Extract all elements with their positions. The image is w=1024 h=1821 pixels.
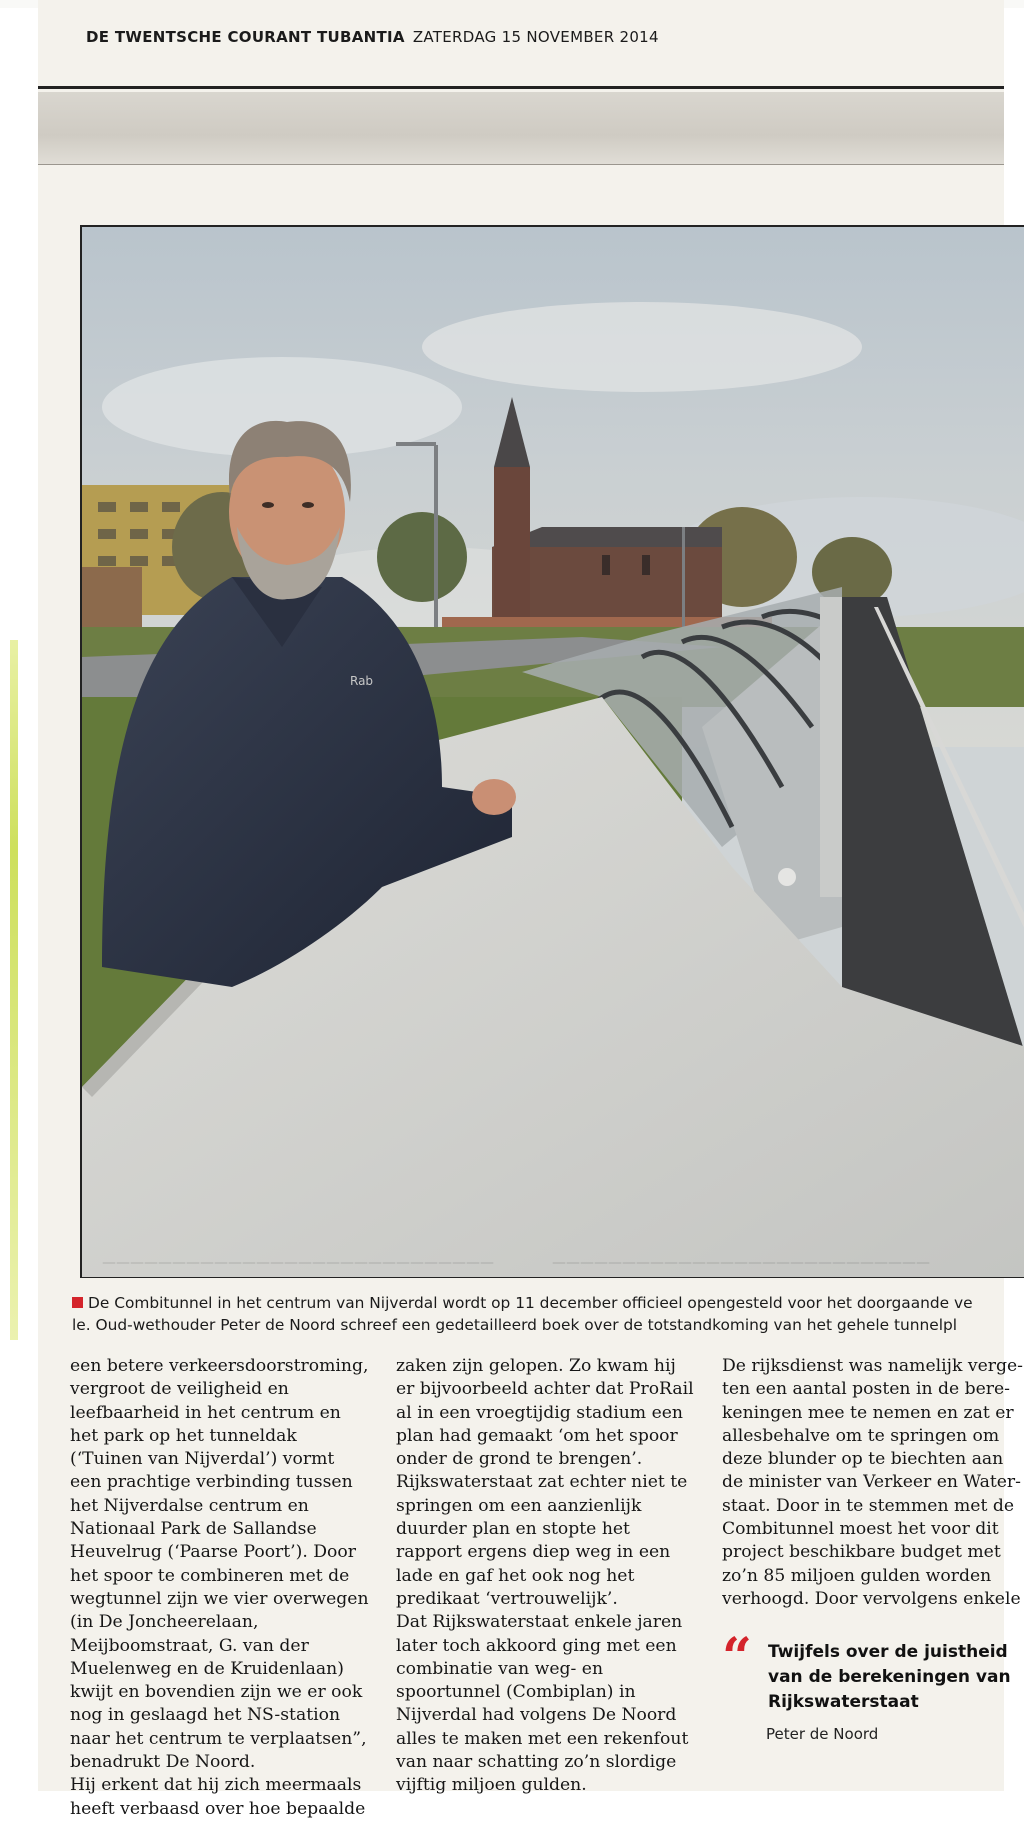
lamp-post <box>682 527 685 637</box>
caption-marker-square <box>72 1297 83 1308</box>
cloud <box>422 302 862 392</box>
lamp-post <box>434 445 438 645</box>
article-line: Combitunnel moest het voor dit <box>722 1519 999 1540</box>
article-line: allesbehalve om te springen om <box>722 1425 1000 1446</box>
article-line: project beschikbare budget met <box>722 1542 1001 1563</box>
pull-quote <box>722 1627 1024 1743</box>
pull-quote-author: Peter de Noord <box>766 1725 879 1743</box>
quote-mark-icon: “ <box>722 1627 752 1688</box>
photo-caption <box>72 1292 1024 1336</box>
section-rule <box>38 164 1004 165</box>
article-paragraph: zaken zijn gelopen. Zo kwam hij er bijvoorbeeld achter dat ProRail al in een vroegtijdig stadium een plan had gemaakt ‘om het spoor onder de grond te brengen’. Rijkswaterstaat zat echter niet te springen om een aanzienlijk duurder plan en stopte het rapport ergens diep weg in een lade en gaf het ook nog het predikaat ‘vertrouwelijk’. <box>396 1356 694 1609</box>
article-line: keningen mee te nemen en zat er <box>722 1402 1014 1423</box>
article-line: zo’n 85 miljoen gulden worden <box>722 1565 992 1586</box>
lamp-head <box>396 442 436 446</box>
article-photo <box>80 225 1024 1278</box>
low-building <box>82 567 142 627</box>
svg-text:———————————————————————————: ——————————————————————————— <box>552 1255 930 1271</box>
article-column-2 <box>396 1355 698 1798</box>
article-line: de minister van Verkeer en Water- <box>722 1472 1021 1493</box>
newspaper-name: DE TWENTSCHE COURANT TUBANTIA <box>86 28 405 46</box>
show-through-area <box>38 92 1004 164</box>
tree <box>377 512 467 602</box>
svg-text:————————————————————————————: ———————————————————————————— <box>102 1255 494 1271</box>
scan-margin-strip <box>10 640 18 1340</box>
article-line: ten een aantal posten in de bere- <box>722 1379 1010 1400</box>
article-line: staat. Door in te stemmen met de <box>722 1495 1014 1516</box>
issue-date: ZATERDAG 15 NOVEMBER 2014 <box>412 28 659 46</box>
photo-illustration <box>82 227 1024 1277</box>
article-paragraph: Dat Rijkswaterstaat enkele jaren later toch akkoord ging met een combinatie van weg- en spoortunnel (Combiplan) in Nijverdal had volgens De Noord alles te maken met een rekenfout van naar schatting zo’n slordige vijftig miljoen gulden. <box>396 1612 689 1796</box>
article-paragraph: een betere verkeersdoorstroming, vergroot de veiligheid en leefbaarheid in het centrum en het park op het tunneldak (‘Tuinen van Nijverdal’) vormt een prachtige verbinding tussen het Nijverdalse centrum en Nationaal Park de Sallandse Heuvelrug (‘Paarse Poort’). Door het spoor te combineren met de wegtunnel zijn we vier overwegen (in De Joncheerelaan, Meijboomstraat, G. van der Muelenweg en de Kruidenlaan) kwijt en bovendien zijn we er ook nog in geslaagd het NS-station naar het centrum te verplaatsen”, benadrukt De Noord. <box>70 1356 369 1773</box>
pull-quote-text: Twijfels over de juistheid van de berekeningen van Rijkswaterstaat <box>768 1642 1011 1712</box>
caption-line-2: le. Oud-wethouder Peter de Noord schreef een gedetailleerd boek over de totstandkoming van het gehele tunnelpl <box>72 1316 958 1334</box>
article-column-3 <box>722 1355 1024 1611</box>
caption-line-1: De Combitunnel in het centrum van Nijverdal wordt op 11 december officieel opengesteld voor het doorgaande ve <box>72 1292 1024 1314</box>
article-line: deze blunder op te biechten aan <box>722 1449 1004 1470</box>
article-line: De rijksdienst was namelijk verge- <box>722 1356 1023 1376</box>
jacket-logo: Rab <box>350 674 374 688</box>
masthead-rule <box>38 86 1004 89</box>
masthead <box>86 28 659 46</box>
article-line: verhoogd. Door vervolgens enkele <box>722 1588 1021 1609</box>
article-column-1 <box>70 1355 370 1821</box>
article-paragraph: Hij erkent dat hij zich meermaals heeft verbaasd over hoe bepaalde <box>70 1775 366 1819</box>
